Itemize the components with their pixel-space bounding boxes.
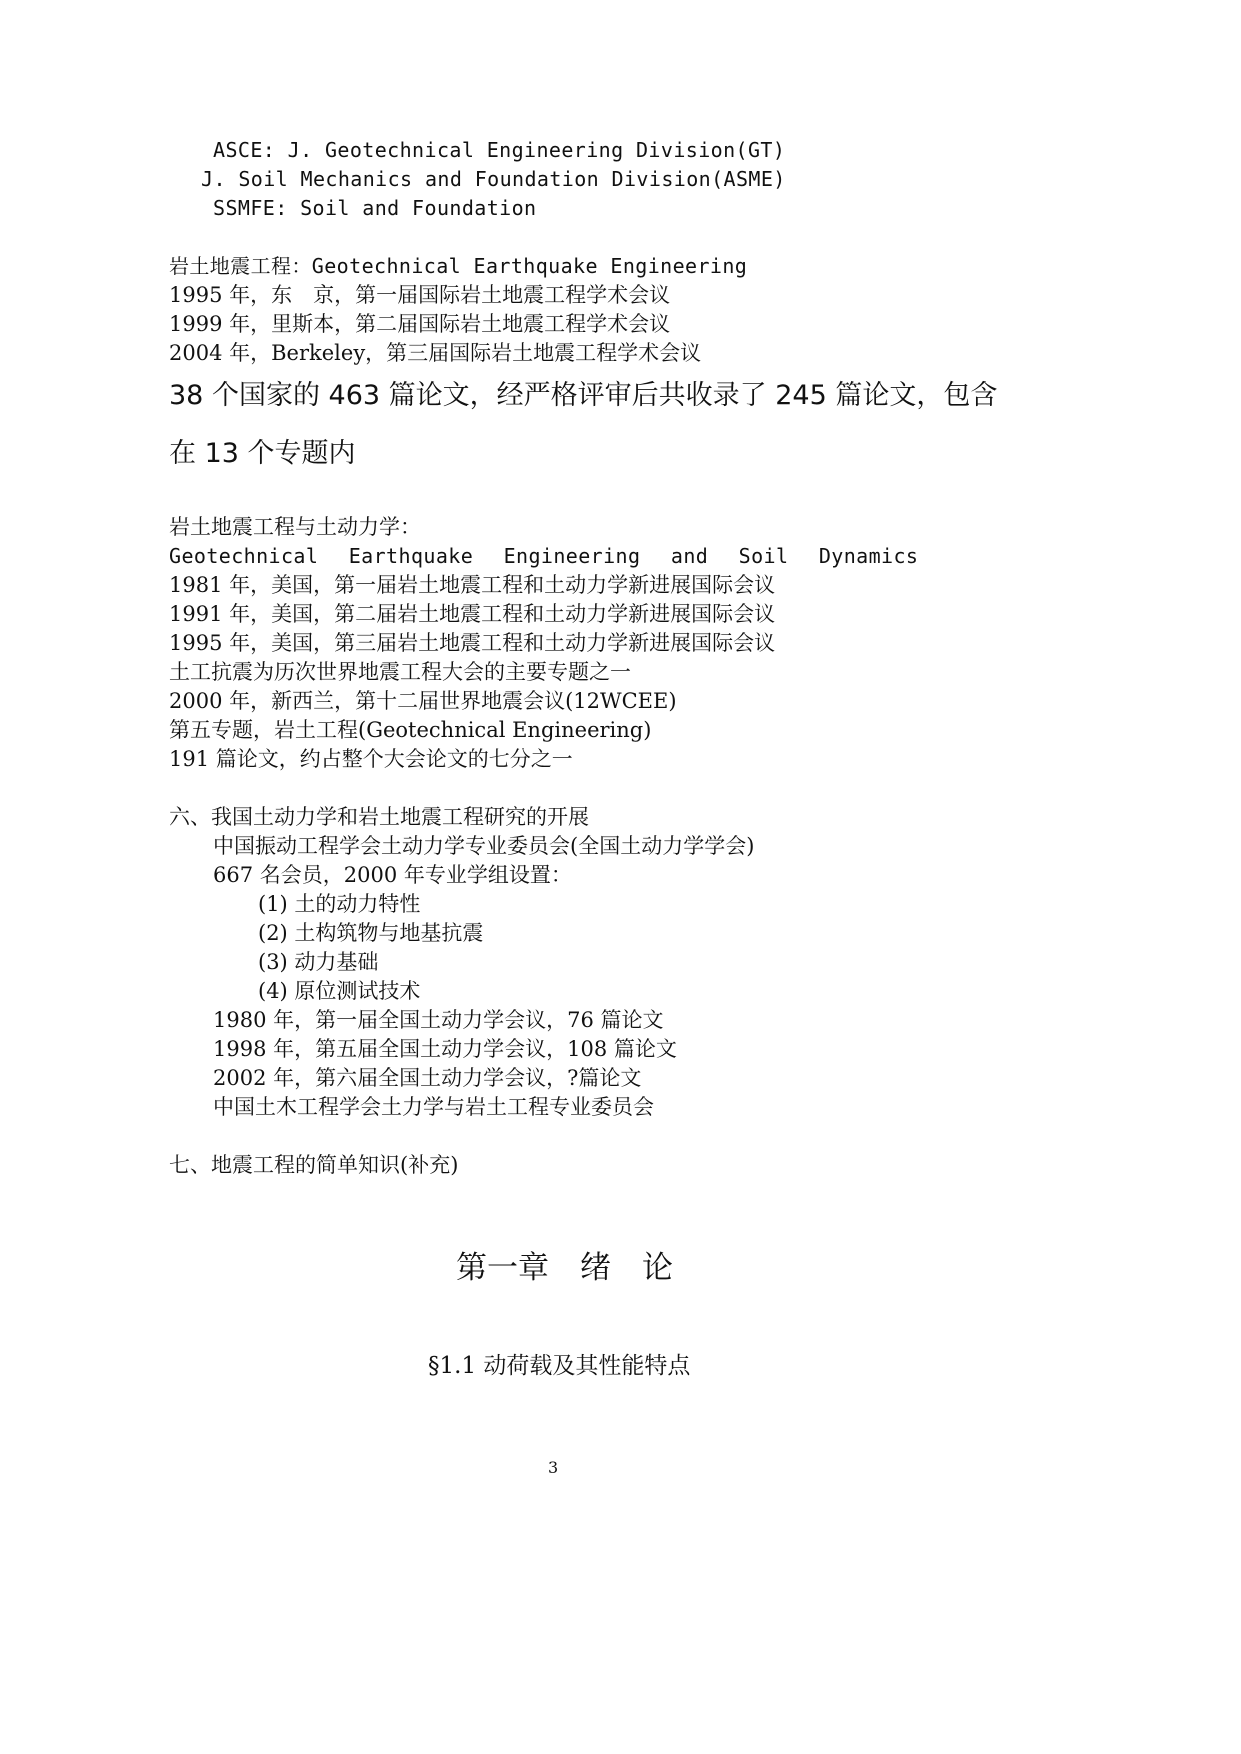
page-number: 3 — [548, 1458, 559, 1477]
papers-fraction-line: 191 篇论文，约占整个大会论文的七分之一 — [169, 747, 573, 771]
section-six-heading: 六、我国土动力学和岩土地震工程研究的开展 — [169, 805, 589, 829]
heading-soil-dynamics-english: Geotechnical Earthquake Engineering and Soil Dynamics — [169, 544, 919, 568]
national-conf-2002: 2002 年，第六届全国土动力学会议，?篇论文 — [213, 1066, 642, 1090]
group-item-3: (3) 动力基础 — [258, 950, 379, 974]
highlight-papers-line-2: 在 13 个专题内 — [169, 438, 356, 469]
journal-line-ssmfe: SSMFE: Soil and Foundation — [213, 196, 537, 220]
wcee-topic-line: 土工抗震为历次世界地震工程大会的主要专题之一 — [169, 660, 631, 684]
wcee-2000-line: 2000 年，新西兰，第十二届世界地震会议(12WCEE) — [169, 689, 677, 713]
journal-line-soil-mechanics: J. Soil Mechanics and Foundation Division(ASME) — [201, 167, 786, 191]
group-item-4: (4) 原位测试技术 — [258, 979, 421, 1003]
heading-soil-dynamics: 岩土地震工程与土动力学： — [169, 515, 421, 539]
section-title: §1.1 动荷载及其性能特点 — [428, 1353, 691, 1379]
highlight-papers-line-1: 38 个国家的 463 篇论文，经严格评审后共收录了 245 篇论文，包含 — [169, 380, 998, 411]
group-item-1: (1) 土的动力特性 — [258, 892, 421, 916]
heading-geotechnical-earthquake: 岩土地震工程：Geotechnical Earthquake Engineering — [169, 254, 748, 278]
national-conf-1998: 1998 年，第五届全国土动力学会议，108 篇论文 — [213, 1037, 677, 1061]
conference-line-1999: 1999 年，里斯本，第二届国际岩土地震工程学术会议 — [169, 312, 671, 336]
fifth-topic-line: 第五专题，岩土工程(Geotechnical Engineering) — [169, 718, 652, 742]
members-line: 667 名会员，2000 年专业学组设置： — [213, 863, 572, 887]
chapter-title: 第一章 绪 论 — [456, 1250, 673, 1286]
civil-committee-line: 中国土木工程学会土力学与岩土工程专业委员会 — [213, 1095, 654, 1119]
committee-line: 中国振动工程学会土动力学专业委员会(全国土动力学学会) — [213, 834, 755, 858]
soil-dynamics-conf-1981: 1981 年，美国，第一届岩土地震工程和土动力学新进展国际会议 — [169, 573, 776, 597]
soil-dynamics-conf-1991: 1991 年，美国，第二届岩土地震工程和土动力学新进展国际会议 — [169, 602, 776, 626]
group-item-2: (2) 土构筑物与地基抗震 — [258, 921, 484, 945]
soil-dynamics-conf-1995: 1995 年，美国，第三届岩土地震工程和土动力学新进展国际会议 — [169, 631, 776, 655]
national-conf-1980: 1980 年，第一届全国土动力学会议，76 篇论文 — [213, 1008, 664, 1032]
section-seven-heading: 七、地震工程的简单知识(补充) — [169, 1153, 459, 1177]
conference-line-2004: 2004 年，Berkeley，第三届国际岩土地震工程学术会议 — [169, 341, 702, 365]
journal-line-asce: ASCE: J. Geotechnical Engineering Division(GT) — [213, 138, 786, 162]
conference-line-1995: 1995 年，东 京，第一届国际岩土地震工程学术会议 — [169, 283, 671, 307]
